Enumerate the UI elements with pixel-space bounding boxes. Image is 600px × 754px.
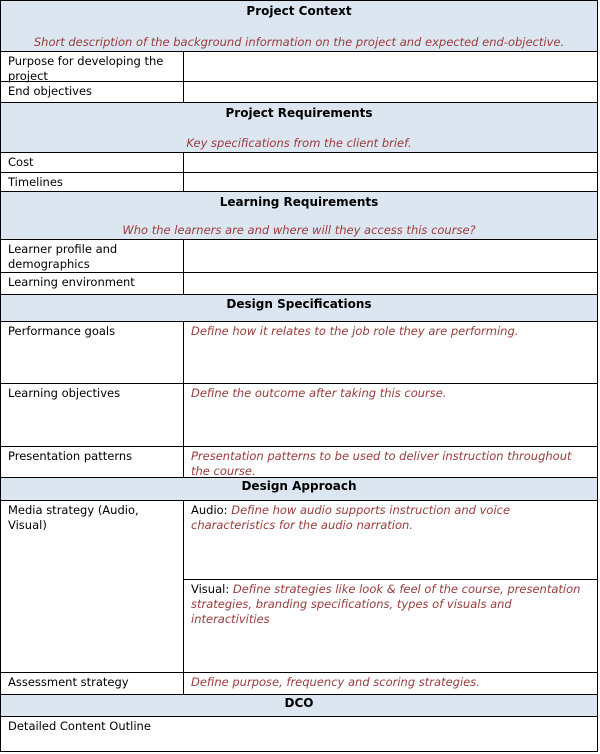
section-header-project-requirements [1,103,597,153]
row-value[interactable]: Define the outcome after taking this course. [191,386,447,400]
row-value[interactable] [184,153,597,172]
section-title: DCO [284,696,314,710]
row-value[interactable]: Presentation patterns to be used to deliver instruction throughout the course. [191,449,572,478]
row-value[interactable] [184,240,597,272]
row-label: Purpose for developing the project [1,52,184,81]
audio-text: Define how audio supports instruction and voice characteristics for the audio narration. [191,503,511,532]
row-label: Learning objectives [1,384,184,446]
table-row [1,501,597,673]
section-title: Design Approach [241,479,357,493]
visual-cell[interactable] [184,580,597,672]
section-header-design-specifications [1,295,597,322]
table-row [1,153,597,173]
section-header-learning-requirements [1,192,597,240]
table-row [1,240,597,273]
section-title: Design Specifications [226,297,372,311]
section-subtitle: Who the learners are and where will they access this course? [122,223,476,237]
row-value[interactable] [184,82,597,102]
table-row [1,673,597,695]
row-value[interactable] [184,273,597,294]
table-row [1,52,597,82]
section-title: Project Requirements [225,106,373,120]
row-label: Learner profile and demographics [1,240,184,272]
row-value[interactable] [184,173,597,191]
section-header-project-context [1,1,597,52]
table-row [1,717,597,751]
row-label: Presentation patterns [1,447,184,477]
row-value[interactable] [184,52,597,81]
row-label: Learning environment [1,273,184,294]
table-row [1,322,597,384]
section-subtitle: Short description of the background information on the project and expected end-objective. [33,35,565,49]
table-row [1,447,597,478]
audio-prefix: Audio: [191,503,228,517]
row-label[interactable]: Detailed Content Outline [8,719,151,733]
visual-text: Define strategies like look & feel of the course, presentation strategies, branding specifications, types of visuals and interactivities [191,582,581,626]
section-header-design-approach [1,478,597,501]
row-value[interactable]: Define how it relates to the job role they are performing. [191,324,519,338]
row-label: Media strategy (Audio, Visual) [1,501,184,672]
table-row [1,273,597,295]
row-value[interactable]: Define purpose, frequency and scoring strategies. [191,675,480,689]
row-label: Cost [1,153,184,172]
audio-cell[interactable] [184,501,597,580]
table-row [1,173,597,192]
row-label: Timelines [1,173,184,191]
visual-prefix: Visual: [191,582,230,596]
row-label: Assessment strategy [1,673,184,694]
table-row [1,82,597,103]
section-header-dco [1,695,597,717]
table-row [1,384,597,447]
section-title: Learning Requirements [219,195,379,209]
section-title: Project Context [246,4,352,18]
row-label: End objectives [1,82,184,102]
section-subtitle: Key specifications from the client brief. [186,136,412,150]
row-label: Performance goals [1,322,184,383]
